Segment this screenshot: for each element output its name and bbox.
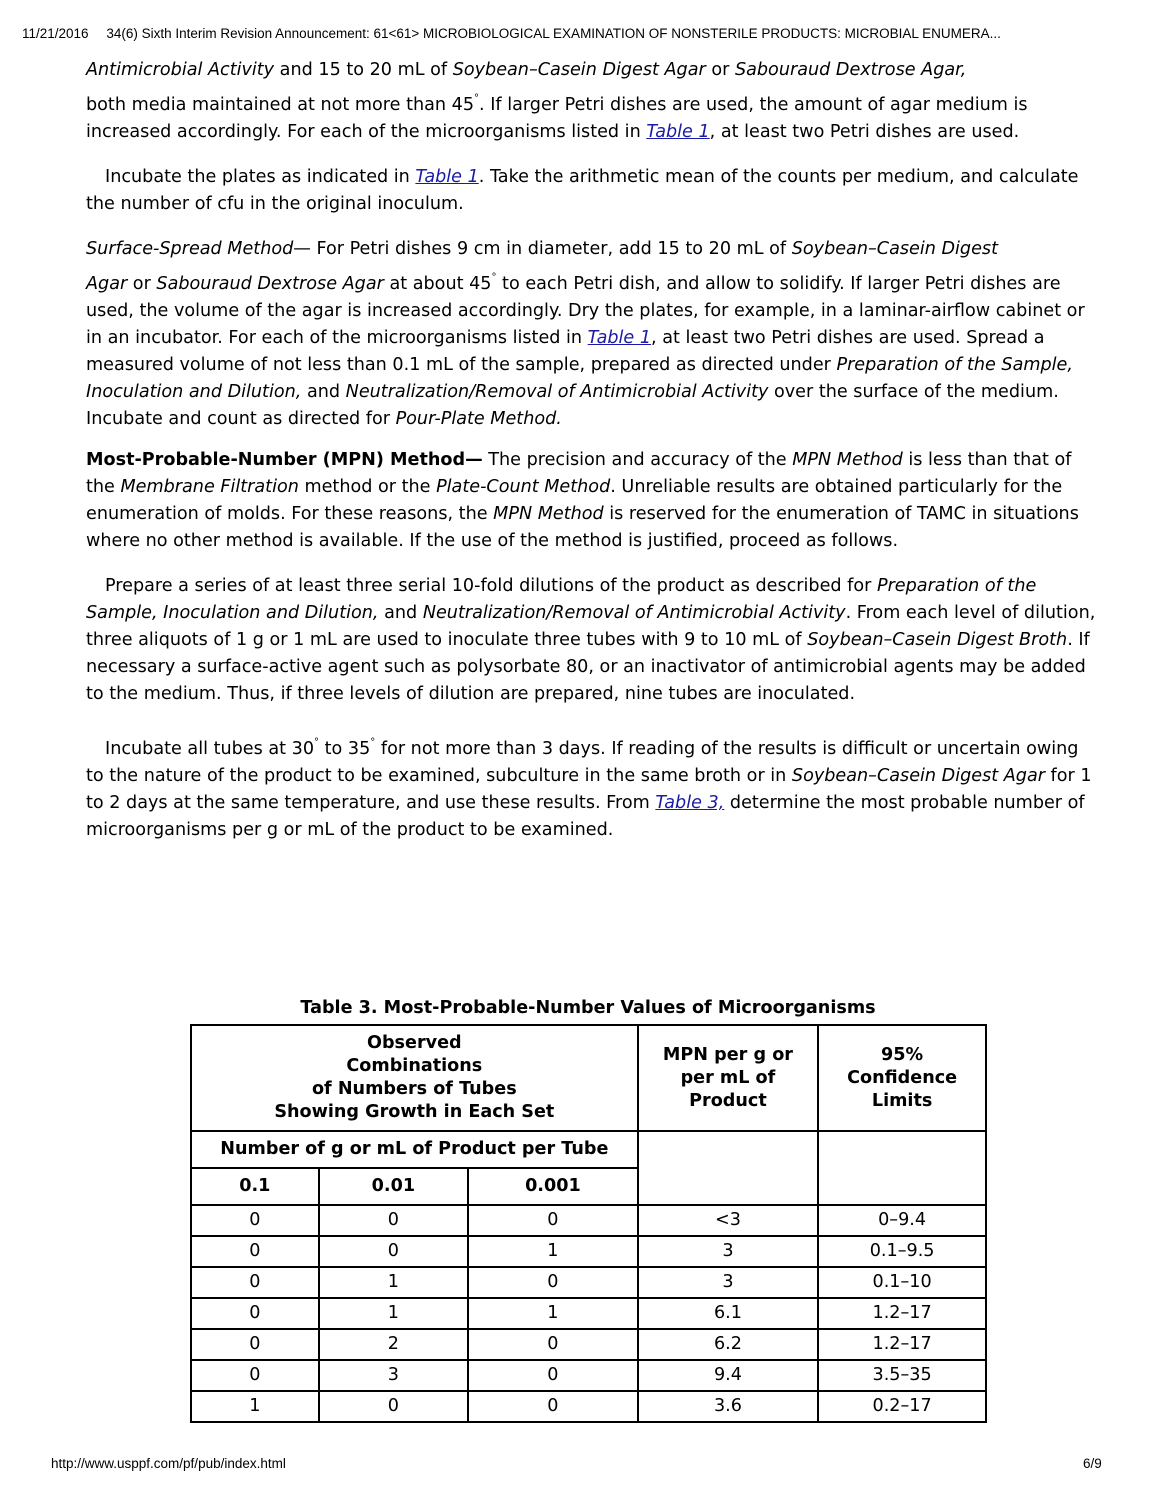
table-cell: 0 (191, 1298, 319, 1329)
header-confidence-limits: 95% Confidence Limits (818, 1025, 986, 1131)
table-cell: 3 (319, 1360, 469, 1391)
text: determine the most probable number of microorganisms per g or mL of the product to be examined. (86, 793, 1085, 840)
table-cell: 6.1 (638, 1298, 819, 1329)
paragraph-pour-plate-end (86, 57, 1096, 146)
footer-url: http://www.usppf.com/pf/pub/index.html (51, 1456, 286, 1471)
table-cell: 9.4 (638, 1360, 819, 1391)
paragraph-incubate-plates (86, 164, 1096, 218)
italic-term: MPN Method (792, 450, 903, 470)
table-title: Table 3. Most-Probable-Number Values of Microorganisms (300, 998, 876, 1018)
text: The precision and accuracy of the (482, 450, 793, 470)
table-cell: 3 (638, 1267, 819, 1298)
table-cell: 0 (319, 1236, 469, 1267)
degree-symbol: ° (474, 93, 480, 104)
text: . Unreliable results are obtained particularly for the enumeration of molds. For these reasons, the (86, 477, 1063, 524)
table-cell: 3.6 (638, 1391, 819, 1422)
text: Incubate all tubes at 30 (105, 739, 315, 759)
header-col-0-001: 0.001 (468, 1168, 638, 1205)
table-cell: 0 (191, 1267, 319, 1298)
italic-term: Agar (86, 274, 128, 294)
header-blank (638, 1131, 819, 1205)
table-row (191, 1298, 986, 1329)
table-cell: 1 (468, 1298, 638, 1329)
paragraph-incubate-tubes (86, 736, 1096, 844)
table-cell: <3 (638, 1205, 819, 1236)
text: is reserved for the enumeration of TAMC in situations where no other method is available. If the use of the method is justified, proceed as follows. (86, 504, 1079, 551)
header-observed-combinations: Observed Combinations of Numbers of Tubes Showing Growth in Each Set (191, 1025, 638, 1131)
paragraph-surface-spread (86, 236, 1096, 433)
text: , at least two Petri dishes are used. Spread a measured volume of not less than 0.1 mL of the sample, prepared as directed under (86, 328, 1045, 375)
header-blank (818, 1131, 986, 1205)
table-cell: 0 (191, 1236, 319, 1267)
degree-symbol: ° (314, 737, 320, 748)
italic-term: MPN Method (493, 504, 604, 524)
table-cell: 1 (319, 1267, 469, 1298)
table-cell: 3.5–35 (818, 1360, 986, 1391)
italic-term: Soybean–Casein Digest Broth (807, 630, 1068, 650)
text: or (127, 274, 157, 294)
italic-term: Neutralization/Removal of Antimicrobial Activity (345, 382, 769, 402)
table-row (191, 1236, 986, 1267)
table-cell: 1.2–17 (818, 1298, 986, 1329)
table-1-link[interactable]: Table 1 (415, 167, 479, 187)
italic-term: Soybean–Casein Digest Agar (791, 766, 1045, 786)
text: to each Petri dish, and allow to solidify. If larger Petri dishes are used, the volume of the agar is increased accordingly. Dry the plates, for example, in a laminar-airflow cabinet or in an incubator. For each of the microorganisms listed in (86, 274, 1085, 348)
degree-symbol: ° (370, 737, 376, 748)
header-mpn: MPN per g or per mL of Product (638, 1025, 819, 1131)
italic-term: Plate-Count Method (436, 477, 611, 497)
table-cell: 1 (468, 1236, 638, 1267)
italic-term: Soybean–Casein Digest Agar (452, 60, 706, 80)
table-row (191, 1391, 986, 1422)
bold-heading: Most-Probable-Number (MPN) Method— (86, 450, 483, 470)
text: and (378, 603, 423, 623)
table-1-link[interactable]: Table 1 (587, 328, 652, 348)
text: for not more than 3 days. If reading of the results is difficult or uncertain owing to the nature of the product to be examined, subculture in the same broth or in (86, 739, 1079, 786)
text: method or the (298, 477, 437, 497)
table-cell: 0 (319, 1205, 469, 1236)
text: and 15 to 20 mL of (274, 60, 453, 80)
header-date: 11/21/2016 (22, 26, 89, 41)
italic-term: Soybean–Casein Digest (791, 239, 998, 259)
degree-symbol: ° (491, 272, 497, 283)
text: to 35 (319, 739, 371, 759)
text: over the surface of the medium. Incubate and count as directed for (86, 382, 1059, 429)
header-number-per-tube: Number of g or mL of Product per Tube (191, 1131, 638, 1168)
table-3-link[interactable]: Table 3, (655, 793, 725, 813)
text: at about 45 (383, 274, 492, 294)
text: . If necessary a surface-active agent such as polysorbate 80, or an inactivator of antimicrobial agents may be added to the medium. Thus, if three levels of dilution are prepared, nine tubes are inoculated. (86, 630, 1090, 704)
paragraph-mpn-method (86, 447, 1096, 555)
header-title: 34(6) Sixth Interim Revision Announcement: 61<61> MICROBIOLOGICAL EXAMINATION OF NONSTERILE PRODUCTS: MICROBIAL ENUMERA... (106, 26, 1001, 41)
table-row (191, 1329, 986, 1360)
header-col-0-01: 0.01 (319, 1168, 469, 1205)
text: and (301, 382, 346, 402)
italic-term: Preparation of the Sample, Inoculation and Dilution, (86, 355, 1073, 402)
page-header (22, 26, 1142, 41)
footer-page-number: 6/9 (1083, 1456, 1102, 1471)
table-cell: 1 (191, 1391, 319, 1422)
text: . From each level of dilution, three aliquots of 1 g or 1 mL are used to inoculate three tubes with 9 to 10 mL of (86, 603, 1096, 650)
italic-term: Sabouraud Dextrose Agar, (734, 60, 967, 80)
header-col-0-1: 0.1 (191, 1168, 319, 1205)
text: . If larger Petri dishes are used, the amount of agar medium is increased accordingly. For each of the microorganisms listed in (86, 95, 1028, 142)
table-cell: 0 (468, 1360, 638, 1391)
text: , at least two Petri dishes are used. (709, 122, 1020, 142)
table-cell: 0 (191, 1360, 319, 1391)
text: or (705, 60, 735, 80)
table-cell: 1 (319, 1298, 469, 1329)
italic-heading: Surface-Spread Method— (86, 239, 311, 259)
table-cell: 2 (319, 1329, 469, 1360)
text: for 1 to 2 days at the same temperature, and use these results. From (86, 766, 1092, 813)
table-cell: 0.2–17 (818, 1391, 986, 1422)
table-cell: 0 (319, 1391, 469, 1422)
table-cell: 0.1–9.5 (818, 1236, 986, 1267)
paragraph-prepare-dilutions (86, 573, 1096, 708)
table-cell: 0 (468, 1205, 638, 1236)
italic-term: Antimicrobial Activity (86, 60, 275, 80)
table-row (191, 1267, 986, 1298)
table-cell: 0 (468, 1391, 638, 1422)
table-row (191, 1205, 986, 1236)
mpn-table (190, 1024, 987, 1423)
italic-term: Membrane Filtration (120, 477, 299, 497)
text: both media maintained at not more than 45 (86, 95, 475, 115)
text: . Take the arithmetic mean of the counts per medium, and calculate the number of cfu in the original inoculum. (86, 167, 1079, 214)
table-cell: 0 (191, 1205, 319, 1236)
text: For Petri dishes 9 cm in diameter, add 15 to 20 mL of (310, 239, 792, 259)
table-cell: 1.2–17 (818, 1329, 986, 1360)
table-cell: 0.1–10 (818, 1267, 986, 1298)
italic-term: Preparation of the Sample, Inoculation and Dilution, (86, 576, 1037, 623)
table-cell: 0 (468, 1329, 638, 1360)
text: is less than that of the (86, 450, 1072, 497)
italic-term: Sabouraud Dextrose Agar (156, 274, 384, 294)
table-cell: 0 (191, 1329, 319, 1360)
italic-term: Pour-Plate Method. (395, 409, 562, 429)
text: Incubate the plates as indicated in (105, 167, 416, 187)
table-cell: 0 (468, 1267, 638, 1298)
text: Prepare a series of at least three serial 10-fold dilutions of the product as described for (105, 576, 877, 596)
table-1-link[interactable]: Table 1 (646, 122, 710, 142)
table-cell: 3 (638, 1236, 819, 1267)
italic-term: Neutralization/Removal of Antimicrobial Activity (422, 603, 846, 623)
table-row (191, 1360, 986, 1391)
table-cell: 0–9.4 (818, 1205, 986, 1236)
document-body (86, 57, 1096, 844)
table-cell: 6.2 (638, 1329, 819, 1360)
